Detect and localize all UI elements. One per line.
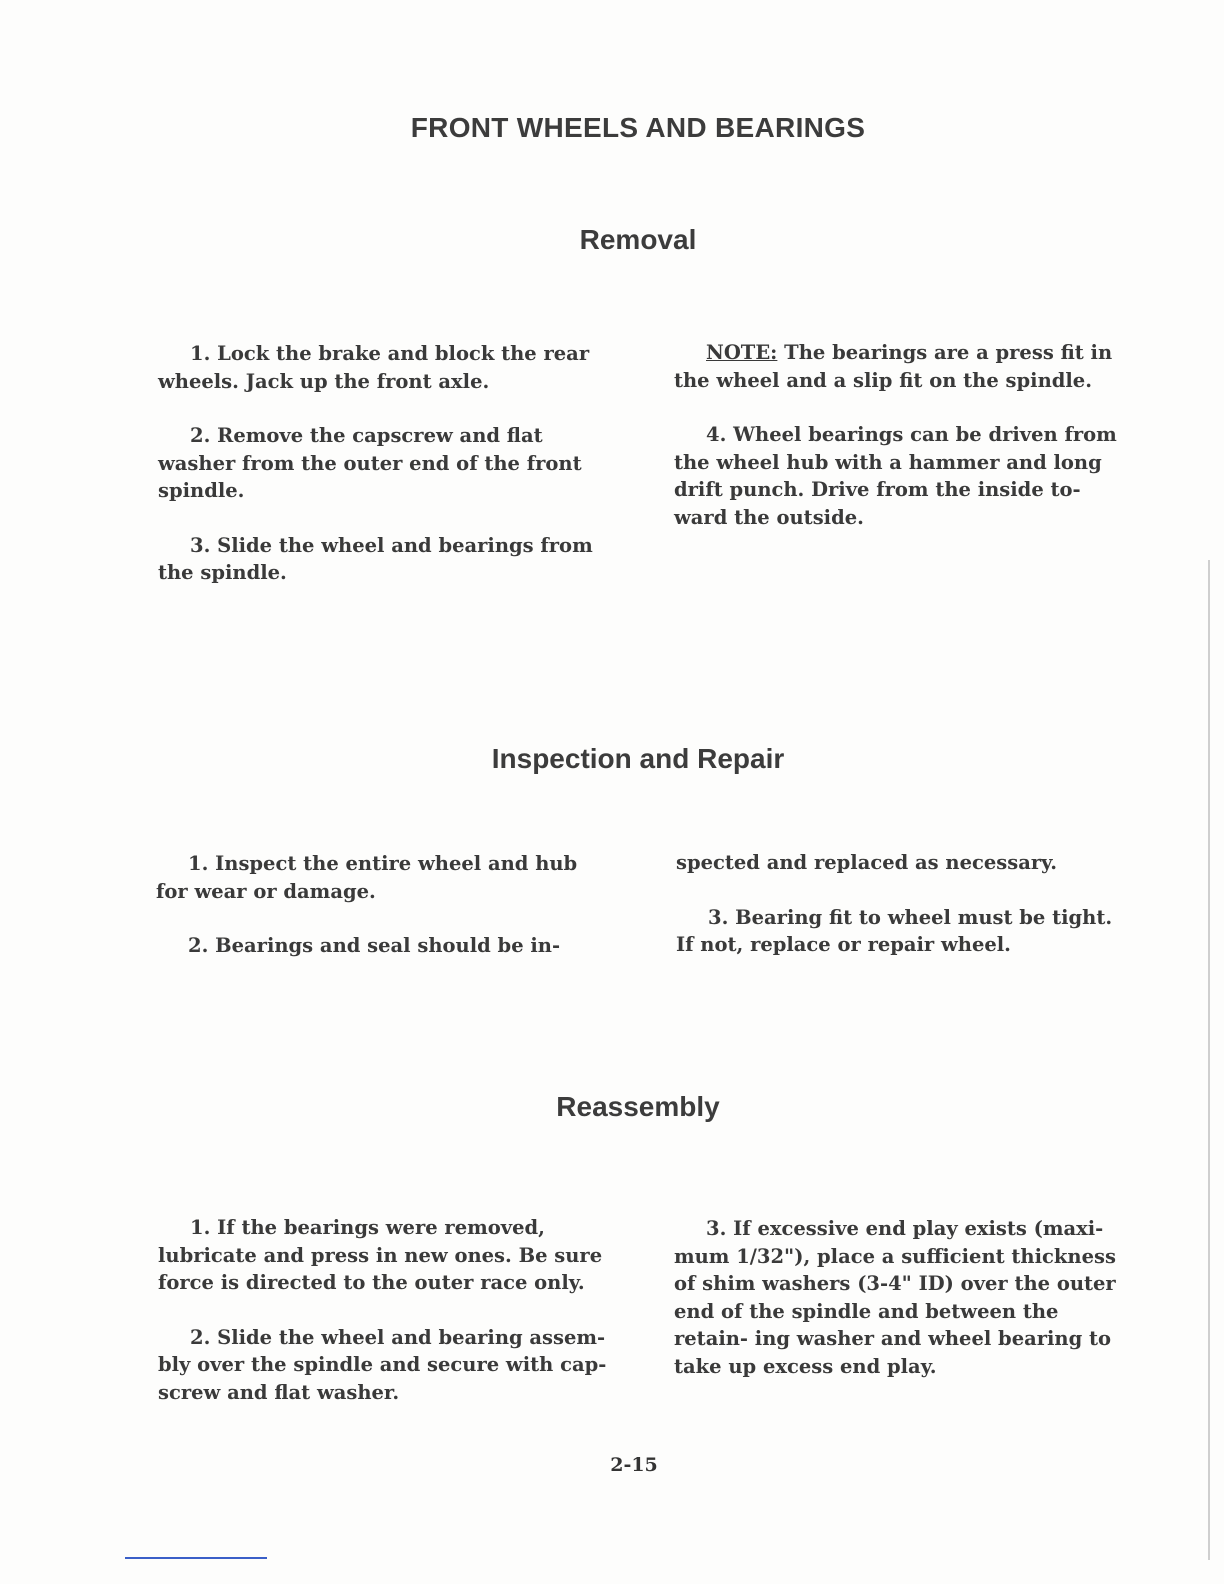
reassembly-step-3: 3. If excessive end play exists (maxi- mum 1/32"), place a sufficient thickness of shim washers (3-4" ID) over the outer end of the spindle and between the retain- ing washer and wheel bearing to take up excess end play. bbox=[674, 1217, 1116, 1378]
inspection-step-2: 2. Bearings and seal should be in- bbox=[188, 934, 561, 957]
removal-step-4: 4. Wheel bearings can be driven from the wheel hub with a hammer and long drift punch. Drive from the inside to- ward the outside. bbox=[674, 423, 1117, 529]
scan-edge-line bbox=[1208, 560, 1210, 1560]
removal-note bbox=[674, 339, 1119, 394]
reassembly-left-column bbox=[158, 1214, 608, 1433]
removal-step-3: 3. Slide the wheel and bearings from the spindle. bbox=[158, 533, 593, 584]
inspection-right-column bbox=[676, 849, 1116, 986]
removal-step-1: 1. Lock the brake and block the rear wheels. Jack up the front axle. bbox=[158, 342, 590, 393]
reassembly-step-1: 1. If the bearings were removed, lubricate and press in new ones. Be sure force is directed to the outer race only. bbox=[158, 1216, 603, 1294]
page-number: 2-15 bbox=[610, 1454, 658, 1476]
removal-right-column bbox=[674, 339, 1119, 558]
section-heading-removal: Removal bbox=[579, 224, 697, 255]
reassembly-step-2: 2. Slide the wheel and bearing assem- bly over the spindle and secure with cap- screw and flat washer. bbox=[158, 1325, 607, 1404]
reassembly-right-column bbox=[674, 1215, 1124, 1407]
inspection-left-column bbox=[156, 850, 606, 987]
bottom-rule bbox=[125, 1557, 267, 1559]
section-heading-reassembly: Reassembly bbox=[556, 1091, 720, 1122]
section-heading-inspection: Inspection and Repair bbox=[491, 743, 785, 774]
inspection-step-2-continuation: spected and replaced as necessary. bbox=[676, 851, 1058, 874]
removal-left-column bbox=[158, 340, 608, 614]
removal-step-2: 2. Remove the capscrew and flat washer from the outer end of the front spindle. bbox=[158, 424, 582, 502]
note-text: The bearings are a press fit in the wheel and a slip fit on the spindle. bbox=[674, 341, 1113, 392]
inspection-step-3: 3. Bearing fit to wheel must be tight. If not, replace or repair wheel. bbox=[676, 905, 1113, 956]
page-title: FRONT WHEELS AND BEARINGS bbox=[410, 112, 866, 143]
inspection-step-1: 1. Inspect the entire wheel and hub for wear or damage. bbox=[156, 852, 578, 903]
note-label: NOTE: bbox=[706, 341, 778, 364]
